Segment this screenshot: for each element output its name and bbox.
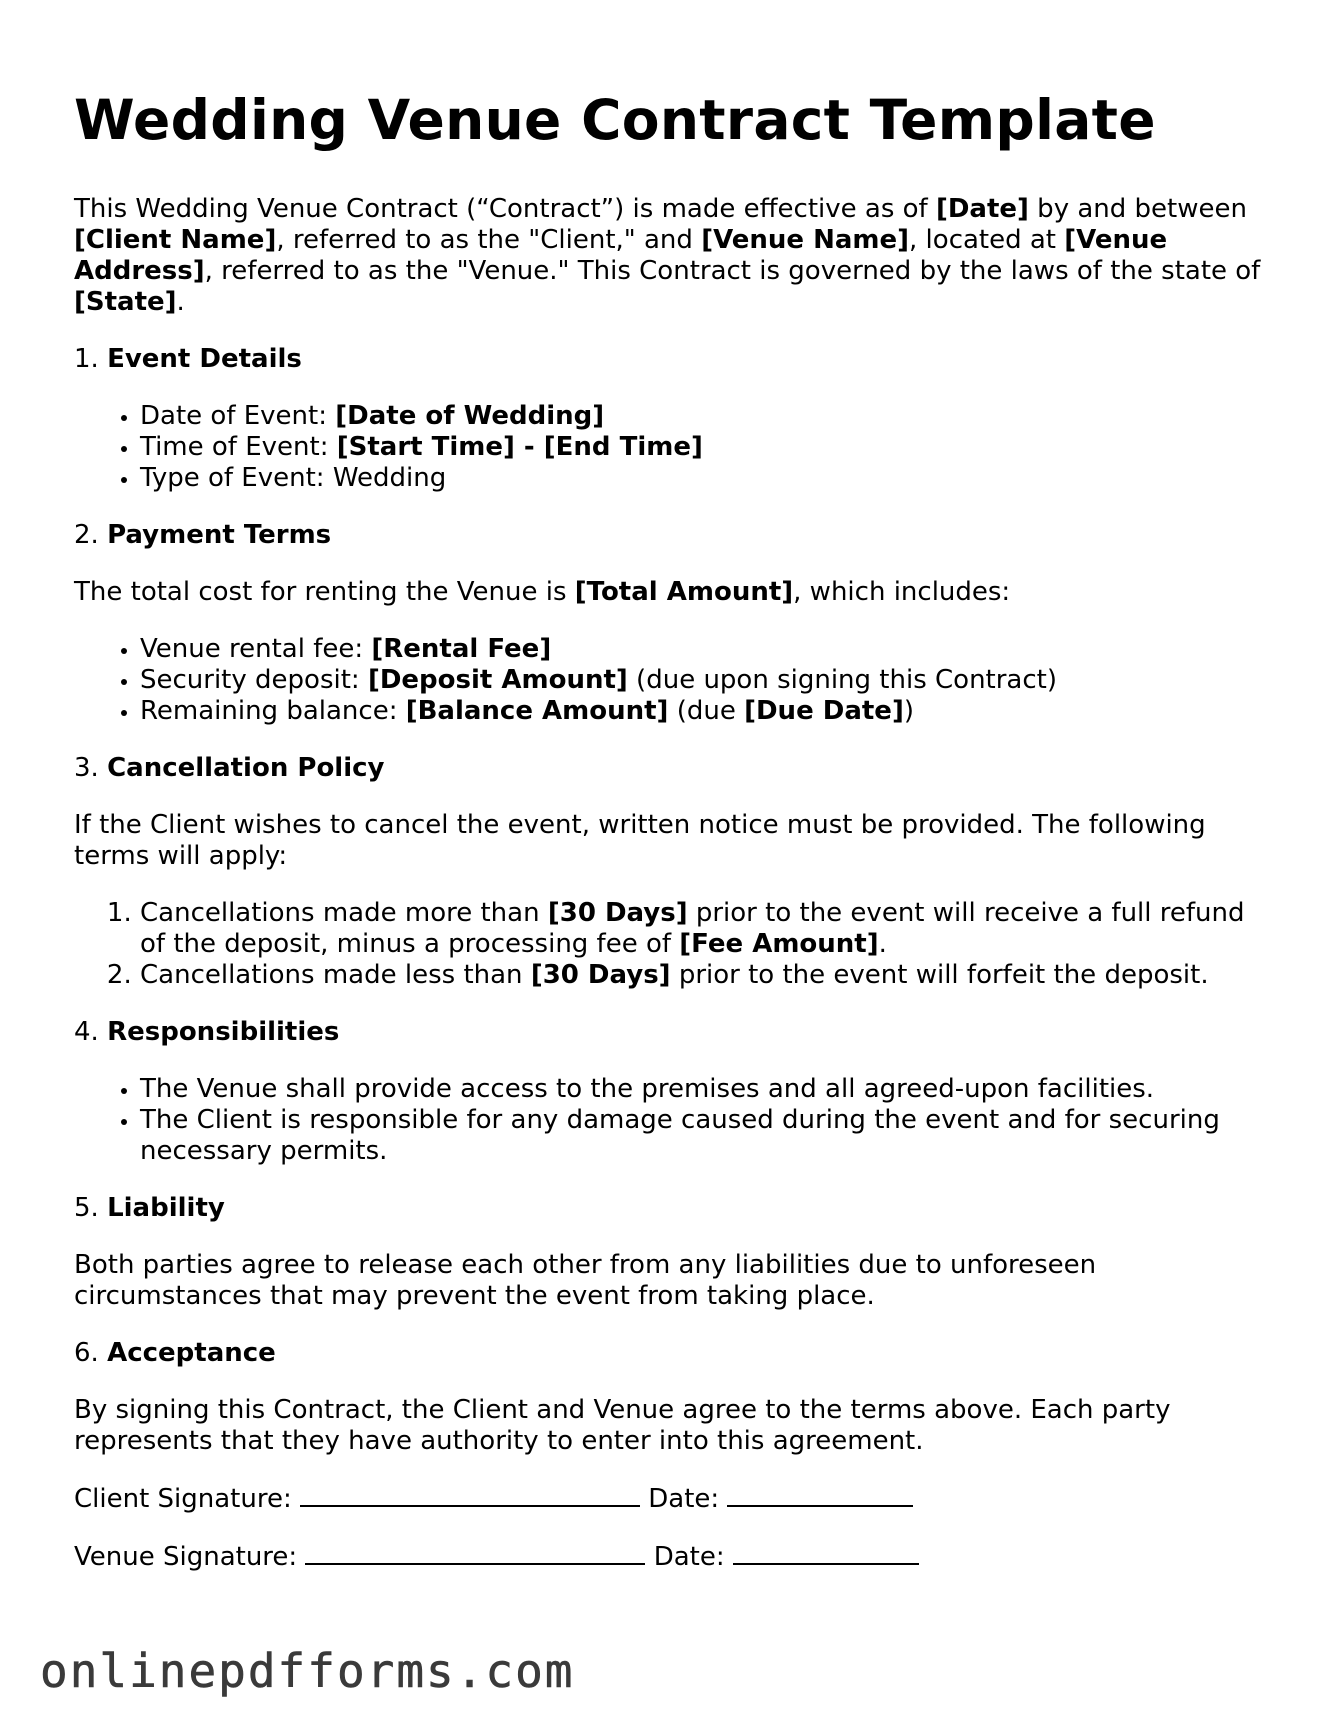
list-item: • The Venue shall provide access to the premises and all agreed-upon facilities. [140,1074,1274,1105]
client-name-placeholder: [Client Name] [74,225,277,255]
venue-signature-field[interactable] [305,1541,645,1565]
client-date-field[interactable] [727,1483,913,1507]
event-details-list [74,401,1274,494]
item-label: Venue rental fee: [140,634,372,664]
watermark: onlinepdfforms.com [40,1644,575,1698]
section-title: Responsibilities [107,1017,340,1047]
list-item: • The Client is responsible for any damage caused during the event and for securing necessary permits. [140,1105,1274,1167]
item-label: Security deposit: [140,665,368,695]
intro-text: , referred to as the "Venue." This Contract is governed by the laws of the state of [204,256,1261,286]
client-signature-line [74,1483,1274,1515]
section-title: Acceptance [107,1338,276,1368]
text: The total cost for renting the Venue is [74,577,575,607]
days-placeholder: [30 Days] [547,898,688,928]
text: prior to the event will forfeit the deposit. [670,960,1209,990]
item-label: Time of Event: [140,432,337,462]
list-item [140,665,1274,696]
balance-amount-placeholder: [Balance Amount] [405,696,669,726]
text: Cancellations made more than [140,898,548,928]
text: Cancellations made less than [140,960,531,990]
list-item [140,401,1274,432]
deposit-amount-placeholder: [Deposit Amount] [367,665,628,695]
item-label: Type of Event: Wedding [140,463,447,493]
section-number: 2. [74,520,108,550]
responsibilities-list [74,1074,1274,1167]
venue-signature-line [74,1541,1274,1573]
section-heading-cancellation-policy [74,753,1274,784]
section-heading-event-details [74,344,1274,375]
venue-name-placeholder: [Venue Name] [701,225,910,255]
fee-amount-placeholder: [Fee Amount] [679,929,879,959]
section-title: Payment Terms [107,520,332,550]
intro-text: , located at [909,225,1065,255]
cancellation-intro: If the Client wishes to cancel the event, written notice must be provided. The following terms will apply: [74,810,1206,871]
intro-text: , referred to as the "Client," and [276,225,702,255]
due-date-placeholder: [Due Date] [744,696,904,726]
section-number: 3. [74,753,108,783]
rental-fee-placeholder: [Rental Fee] [371,634,552,664]
section-number: 4. [74,1017,108,1047]
list-item [140,634,1274,665]
list-item [140,898,1274,960]
item-label: Remaining balance: [140,696,406,726]
total-amount-placeholder: [Total Amount] [574,577,794,607]
intro-text: This Wedding Venue Contract (“Contract”) is made effective as of [74,194,936,224]
item-note: ) [903,696,914,726]
list-item [140,432,1274,463]
date-label: Date: [645,1542,733,1572]
contract-document [74,88,1274,1599]
section-heading-responsibilities [74,1017,1274,1048]
client-signature-field[interactable] [300,1483,640,1507]
client-signature-label: Client Signature: [74,1484,300,1514]
venue-signature-label: Venue Signature: [74,1542,306,1572]
intro-paragraph [74,194,1274,318]
item-label: Date of Event: [140,401,336,431]
venue-address-placeholder: [Venue Address] [74,225,1168,286]
section-title: Cancellation Policy [107,753,385,783]
page-title: Wedding Venue Contract Template [74,88,1156,152]
cancellation-list [74,898,1274,991]
text: . [878,929,887,959]
section-heading-acceptance [74,1338,1274,1369]
liability-text: Both parties agree to release each other from any liabilities due to unforeseen circumstances that may prevent the event from taking place. [74,1250,1097,1311]
section-number: 6. [74,1338,108,1368]
acceptance-text: By signing this Contract, the Client and Venue agree to the terms above. Each party represents that they have authority to enter into this agreement. [74,1395,1171,1456]
days-placeholder: [30 Days] [530,960,671,990]
intro-text: . [176,287,185,317]
date-label: Date: [640,1484,728,1514]
venue-date-field[interactable] [733,1541,919,1565]
section-number: 5. [74,1193,108,1223]
section-heading-liability [74,1193,1274,1224]
list-item [140,696,1274,727]
list-item [140,463,1274,494]
section-heading-payment-terms [74,520,1274,551]
text: , which includes: [793,577,1011,607]
section-number: 1. [74,344,108,374]
date-placeholder: [Date] [935,194,1029,224]
section-title: Event Details [107,344,302,374]
list-item [140,960,1274,991]
item-value: [Start Time] - [End Time] [336,432,703,462]
text: prior to the event will receive a full refund of the deposit, minus a processing fee of [140,898,1245,959]
state-placeholder: [State] [74,287,177,317]
item-value: [Date of Wedding] [335,401,605,431]
payment-intro [74,577,1274,608]
payment-list [74,634,1274,727]
item-note: (due [668,696,745,726]
intro-text: by and between [1028,194,1247,224]
item-note: (due upon signing this Contract) [627,665,1057,695]
section-title: Liability [107,1193,225,1223]
